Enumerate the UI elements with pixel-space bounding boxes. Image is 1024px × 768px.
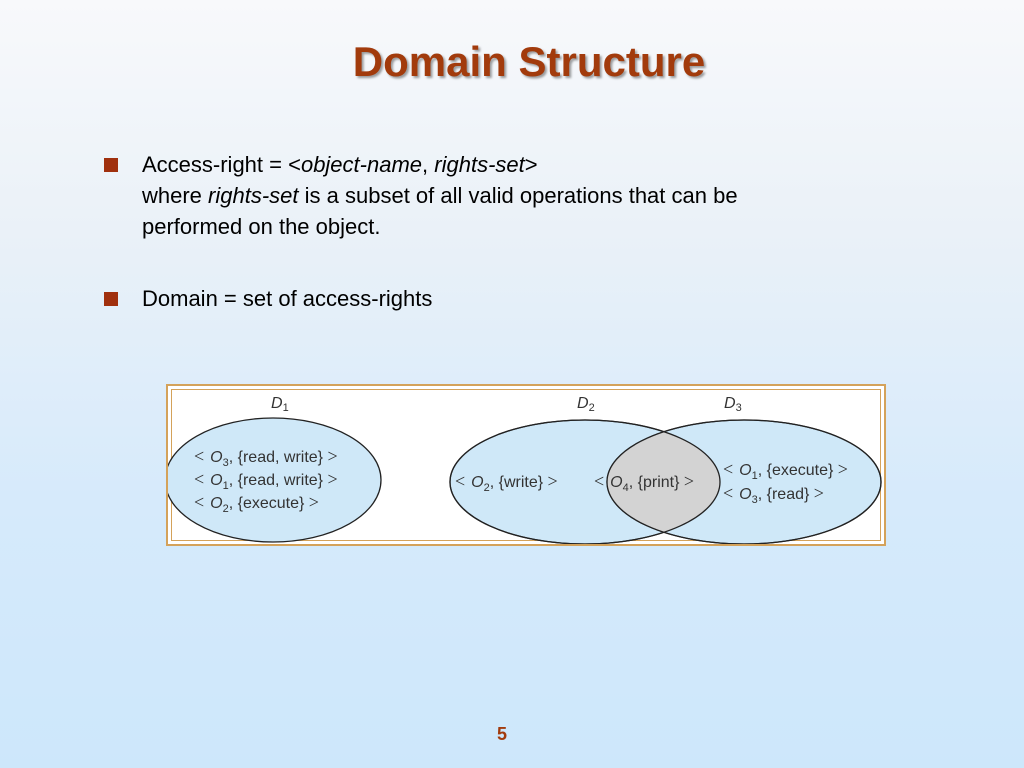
d3-entry-1: < $O_1$, {execute} > — [723, 459, 848, 482]
bullet-marker-2 — [104, 292, 118, 306]
access-right-comma: , — [422, 152, 435, 177]
rights-set-term-2: rights-set — [208, 183, 299, 208]
d2-entry-1: < $O_2$, {write} > — [455, 471, 558, 494]
bullet-marker-1 — [104, 158, 118, 172]
where-text: where — [142, 183, 209, 208]
rights-set-definition-line — [142, 180, 738, 211]
domain-diagram — [168, 386, 884, 544]
domain-d3-label: D3 — [724, 395, 742, 414]
rights-set-term: rights-set — [434, 152, 525, 177]
slide-title: Domain Structure — [352, 38, 706, 85]
d3-entry-2: < $O_3$, {read} > — [723, 483, 824, 506]
shared-entry: < $O_4$, {print} > — [594, 471, 695, 494]
bullet-access-right — [142, 149, 738, 242]
domain-definition: Domain = set of access-rights — [142, 286, 433, 311]
domain-diagram-frame — [166, 384, 886, 546]
access-right-suffix: > — [524, 152, 538, 177]
domain-d1-label: D1 — [271, 395, 289, 414]
page-number: 5 — [496, 724, 507, 744]
bullet-domain — [142, 283, 432, 314]
object-name-term: object-name — [300, 152, 423, 177]
d1-entry-1: < $O_3$, {read, write} > — [194, 446, 338, 469]
access-right-prefix: Access-right = < — [142, 152, 301, 177]
d1-entry-2: < $O_1$, {read, write} > — [194, 469, 338, 492]
access-right-line — [142, 149, 738, 180]
subset-text: is a subset of all valid operations that can be — [298, 183, 738, 208]
performed-line: performed on the object. — [142, 214, 381, 239]
d1-entry-3: < $O_2$, {execute} > — [194, 492, 319, 515]
domain-d2-label: D2 — [577, 395, 595, 414]
